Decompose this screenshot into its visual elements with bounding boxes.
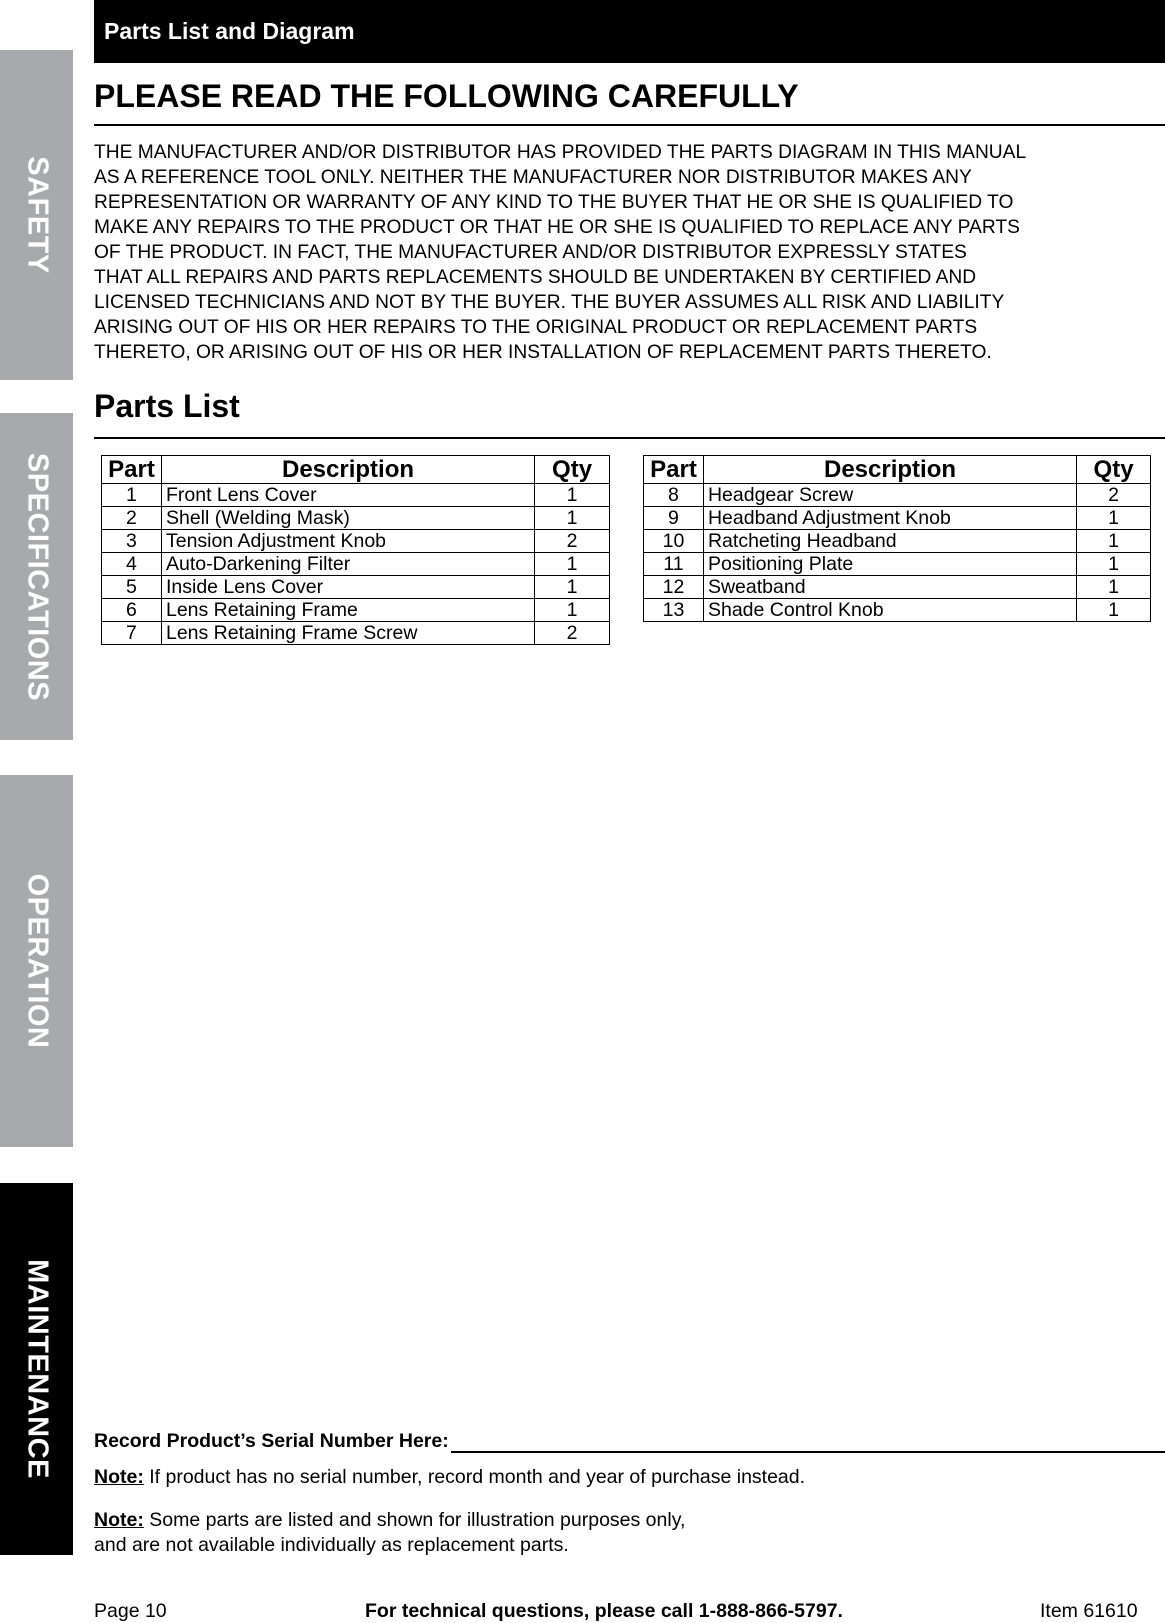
side-tab-maintenance[interactable] bbox=[0, 1183, 73, 1555]
table-row bbox=[102, 576, 610, 599]
note-serial bbox=[94, 1465, 805, 1490]
part-description: Headband Adjustment Knob bbox=[703, 507, 1076, 530]
part-number: 5 bbox=[102, 576, 162, 599]
support-phone: For technical questions, please call 1-888-866-5797. bbox=[365, 1600, 843, 1622]
serial-number-input-line[interactable] bbox=[451, 1431, 1165, 1453]
column-header-part: Part bbox=[644, 456, 704, 484]
note-text: and are not available individually as replacement parts. bbox=[94, 1534, 569, 1556]
side-tab-specifications[interactable] bbox=[0, 413, 73, 740]
part-number: 4 bbox=[102, 553, 162, 576]
table-row bbox=[644, 530, 1151, 553]
note-text: If product has no serial number, record month and year of purchase instead. bbox=[149, 1466, 806, 1488]
column-header-description: Description bbox=[161, 456, 534, 484]
part-qty: 2 bbox=[535, 530, 610, 553]
heading-rule bbox=[94, 437, 1165, 439]
part-description: Auto-Darkening Filter bbox=[161, 553, 534, 576]
table-header-row bbox=[102, 456, 610, 484]
table-row bbox=[102, 553, 610, 576]
part-qty: 1 bbox=[1077, 553, 1151, 576]
part-qty: 2 bbox=[1077, 484, 1151, 507]
table-row bbox=[644, 599, 1151, 622]
part-qty: 1 bbox=[1077, 599, 1151, 622]
part-qty: 1 bbox=[535, 576, 610, 599]
part-description: Shell (Welding Mask) bbox=[161, 507, 534, 530]
note-label: Note: bbox=[94, 1509, 144, 1531]
part-number: 2 bbox=[102, 507, 162, 530]
part-number: 11 bbox=[644, 553, 704, 576]
disclaimer-line: OF THE PRODUCT. IN FACT, THE MANUFACTURER AND/OR DISTRIBUTOR EXPRESSLY STATES bbox=[94, 242, 967, 263]
part-qty: 2 bbox=[535, 622, 610, 645]
warning-heading: PLEASE READ THE FOLLOWING CAREFULLY bbox=[94, 78, 799, 114]
part-description: Sweatband bbox=[703, 576, 1076, 599]
part-description: Ratcheting Headband bbox=[703, 530, 1076, 553]
disclaimer-line: THE MANUFACTURER AND/OR DISTRIBUTOR HAS PROVIDED THE PARTS DIAGRAM IN THIS MANUAL bbox=[94, 142, 1027, 163]
table-row bbox=[644, 507, 1151, 530]
part-description: Lens Retaining Frame Screw bbox=[161, 622, 534, 645]
disclaimer-text bbox=[94, 140, 1134, 365]
note-text: Some parts are listed and shown for illustration purposes only, bbox=[149, 1509, 686, 1531]
serial-number-label: Record Product’s Serial Number Here: bbox=[94, 1430, 449, 1452]
table-row bbox=[102, 484, 610, 507]
table-row bbox=[102, 530, 610, 553]
page-number: Page 10 bbox=[94, 1600, 167, 1622]
heading-rule bbox=[94, 124, 1165, 126]
disclaimer-line: THERETO, OR ARISING OUT OF HIS OR HER INSTALLATION OF REPLACEMENT PARTS THERETO. bbox=[94, 342, 992, 363]
item-number: Item 61610 bbox=[1040, 1600, 1138, 1622]
disclaimer-line: THAT ALL REPAIRS AND PARTS REPLACEMENTS SHOULD BE UNDERTAKEN BY CERTIFIED AND bbox=[94, 267, 977, 288]
part-description: Tension Adjustment Knob bbox=[161, 530, 534, 553]
part-description: Front Lens Cover bbox=[161, 484, 534, 507]
serial-number-field bbox=[94, 1430, 1165, 1453]
column-header-qty: Qty bbox=[535, 456, 610, 484]
part-qty: 1 bbox=[535, 553, 610, 576]
part-qty: 1 bbox=[1077, 530, 1151, 553]
table-row bbox=[644, 576, 1151, 599]
parts-list-heading: Parts List bbox=[94, 388, 240, 424]
part-description: Shade Control Knob bbox=[703, 599, 1076, 622]
side-tab-operation[interactable] bbox=[0, 775, 73, 1147]
side-tab-label: SAFETY bbox=[21, 156, 53, 274]
disclaimer-line: LICENSED TECHNICIANS AND NOT BY THE BUYER. THE BUYER ASSUMES ALL RISK AND LIABILITY bbox=[94, 292, 1005, 313]
table-row bbox=[102, 599, 610, 622]
part-number: 13 bbox=[644, 599, 704, 622]
table-row bbox=[644, 553, 1151, 576]
column-header-qty: Qty bbox=[1077, 456, 1151, 484]
part-description: Inside Lens Cover bbox=[161, 576, 534, 599]
section-header: Parts List and Diagram bbox=[94, 0, 1165, 63]
part-number: 6 bbox=[102, 599, 162, 622]
column-header-description: Description bbox=[703, 456, 1076, 484]
table-header-row bbox=[644, 456, 1151, 484]
parts-table-left bbox=[101, 455, 610, 645]
column-header-part: Part bbox=[102, 456, 162, 484]
side-tab-safety[interactable] bbox=[0, 50, 73, 380]
part-number: 1 bbox=[102, 484, 162, 507]
parts-table-right bbox=[643, 455, 1151, 622]
part-description: Headgear Screw bbox=[703, 484, 1076, 507]
part-qty: 1 bbox=[1077, 507, 1151, 530]
part-number: 8 bbox=[644, 484, 704, 507]
disclaimer-line: AS A REFERENCE TOOL ONLY. NEITHER THE MANUFACTURER NOR DISTRIBUTOR MAKES ANY bbox=[94, 167, 972, 188]
part-qty: 1 bbox=[535, 599, 610, 622]
part-qty: 1 bbox=[535, 507, 610, 530]
side-tab-label: SPECIFICATIONS bbox=[21, 452, 53, 701]
part-number: 12 bbox=[644, 576, 704, 599]
note-illustration bbox=[94, 1508, 685, 1558]
part-number: 7 bbox=[102, 622, 162, 645]
table-row bbox=[102, 622, 610, 645]
table-row bbox=[644, 484, 1151, 507]
side-tab-label: OPERATION bbox=[21, 873, 53, 1049]
part-number: 9 bbox=[644, 507, 704, 530]
table-row bbox=[102, 507, 610, 530]
note-label: Note: bbox=[94, 1466, 144, 1488]
part-number: 3 bbox=[102, 530, 162, 553]
disclaimer-line: ARISING OUT OF HIS OR HER REPAIRS TO THE ORIGINAL PRODUCT OR REPLACEMENT PARTS bbox=[94, 317, 978, 338]
part-number: 10 bbox=[644, 530, 704, 553]
part-qty: 1 bbox=[1077, 576, 1151, 599]
part-qty: 1 bbox=[535, 484, 610, 507]
side-tab-label: MAINTENANCE bbox=[21, 1259, 53, 1479]
disclaimer-line: REPRESENTATION OR WARRANTY OF ANY KIND TO THE BUYER THAT HE OR SHE IS QUALIFIED TO bbox=[94, 192, 1014, 213]
disclaimer-line: MAKE ANY REPAIRS TO THE PRODUCT OR THAT HE OR SHE IS QUALIFIED TO REPLACE ANY PARTS bbox=[94, 217, 1020, 238]
part-description: Lens Retaining Frame bbox=[161, 599, 534, 622]
part-description: Positioning Plate bbox=[703, 553, 1076, 576]
